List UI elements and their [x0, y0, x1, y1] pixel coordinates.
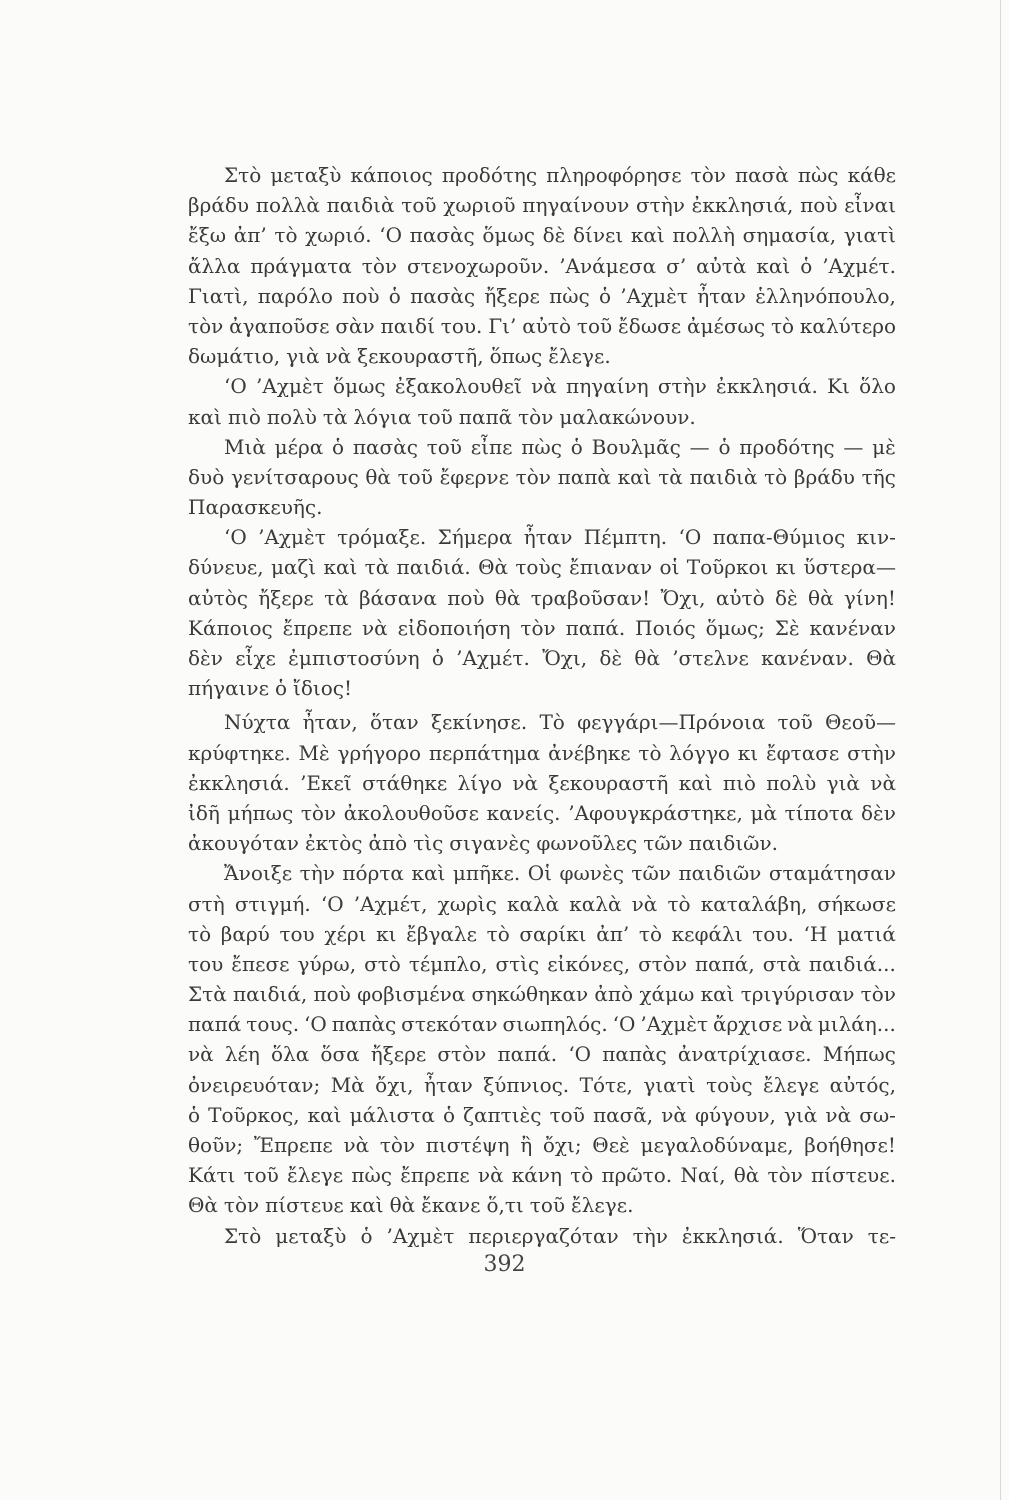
text-line: θοῦν; Ἔπρεπε νὰ τὸν πιστέψη ἢ ὄχι; Θεὲ μεγαλοδύναμε, βοήθησε! [188, 1133, 896, 1157]
text-line: ὀνειρευόταν; Μὰ ὄχι, ἦταν ξύπνιος. Τότε, γιατὶ τοὺς ἔλεγε αὐτός, [188, 1072, 896, 1097]
body-text [188, 160, 896, 1251]
text-line: Ἄνοιξε τὴν πόρτα καὶ μπῆκε. Οἱ φωνὲς τῶν παιδιῶν σταμάτησαν [224, 861, 896, 886]
text-line: Στὰ παιδιά, ποὺ φοβισμένα σηκώθηκαν ἀπὸ χάμω καὶ τριγύρισαν τὸν [188, 982, 896, 1007]
text-line: Κάτι τοῦ ἔλεγε πὼς ἔπρεπε νὰ κάνη τὸ πρῶτο. Ναί, θὰ τὸν πίστευε. [188, 1163, 896, 1188]
text-line: τὸν ἀγαποῦσε σὰν παιδί του. Γι’ αὐτὸ τοῦ ἔδωσε ἀμέσως τὸ καλύτερο [188, 313, 896, 338]
text-line: δωμάτιο, γιὰ νὰ ξεκουραστῆ, ὅπως ἔλεγε. [188, 344, 611, 369]
text-line: ‘Ο ’Αχμὲτ ὅμως ἐξακολουθεῖ νὰ πηγαίνη στὴν ἐκκλησιά. Κι ὅλο [224, 374, 896, 399]
text-line: ‘Ο ’Αχμὲτ τρόμαξε. Σήμερα ἦταν Πέμπτη. ‘Ο παπα-Θύμιος κιν- [224, 525, 896, 550]
page-number: 392 [483, 1252, 526, 1277]
text-line: καὶ πιὸ πολὺ τὰ λόγια τοῦ παπᾶ τὸν μαλακώνουν. [188, 404, 696, 429]
text-line: Κάποιος ἔπρεπε νὰ εἰδοποιήση τὸν παπά. Ποιός ὅμως; Σὲ κανέναν [188, 615, 896, 640]
text-line: Γιατὶ, παρόλο ποὺ ὁ πασὰς ἤξερε πὼς ὁ ’Αχμὲτ ἦταν ἑλληνόπουλο, [188, 283, 896, 308]
text-line: ἐκκλησιά. ’Εκεῖ στάθηκε λίγο νὰ ξεκουραστῆ καὶ πιὸ πολὺ γιὰ νὰ [188, 770, 896, 795]
text-line: Στὸ μεταξὺ ὁ ’Αχμὲτ περιεργαζόταν τὴν ἐκκλησιά. Ὅταν τε- [224, 1223, 896, 1248]
text-line: στὴ στιγμή. ‘Ο ’Αχμέτ, χωρὶς καλὰ καλὰ νὰ τὸ καταλάβη, σήκωσε [188, 891, 896, 916]
text-line: κρύφτηκε. Μὲ γρήγορο περπάτημα ἀνέβηκε τὸ λόγγο κι ἔφτασε στὴν [188, 740, 896, 765]
text-line: δυὸ γενίτσαρους θὰ τοῦ ἔφερνε τὸν παπὰ καὶ τὰ παιδιὰ τὸ βράδυ τῆς [188, 464, 896, 489]
text-line: δὲν εἶχε ἐμπιστοσύνη ὁ ’Αχμέτ. Ὄχι, δὲ θὰ ’στελνε κανέναν. Θὰ [188, 646, 896, 670]
text-line: τὸ βαρύ του χέρι κι ἔβγαλε τὸ σαρίκι ἀπ’ τὸ κεφάλι του. ‘Η ματιά [188, 921, 896, 946]
text-line: Νύχτα ἦταν, ὅταν ξεκίνησε. Τὸ φεγγάρι—Πρόνοια τοῦ Θεοῦ— [224, 710, 896, 735]
text-line: δύνευε, μαζὶ καὶ τὰ παιδιά. Θὰ τοὺς ἔπιαναν οἱ Τοῦρκοι κι ὕστερα— [188, 555, 896, 580]
text-line: ἀκουγόταν ἐκτὸς ἀπὸ τὶς σιγανὲς φωνοῦλες τῶν παιδιῶν. [188, 831, 778, 856]
text-line: Στὸ μεταξὺ κάποιος προδότης πληροφόρησε τὸν πασὰ πὼς κάθε [224, 163, 896, 187]
text-line: νὰ λέη ὅλα ὅσα ἤξερε στὸν παπά. ‘Ο παπὰς ἀνατρίχιασε. Μήπως [188, 1042, 896, 1067]
text-line: βράδυ πολλὰ παιδιὰ τοῦ χωριοῦ πηγαίνουν στὴν ἐκκλησιά, ποὺ εἶναι [188, 193, 896, 218]
text-line: Μιὰ μέρα ὁ πασὰς τοῦ εἶπε πὼς ὁ Βουλμᾶς — ὁ προδότης — μὲ [224, 434, 896, 459]
text-line: ἰδῆ μήπως τὸν ἀκολουθοῦσε κανείς. ’Αφουγκράστηκε, μὰ τίποτα δὲν [188, 800, 896, 825]
text-line: του ἔπεσε γύρω, στὸ τέμπλο, στὶς εἰκόνες, στὸν παπά, στὰ παιδιά... [188, 951, 896, 976]
text-line: αὐτὸς ἤξερε τὰ βάσανα ποὺ θὰ τραβοῦσαν! Ὄχι, αὐτὸ δὲ θὰ γίνη! [188, 585, 896, 610]
text-line: παπά τους. ‘Ο παπὰς στεκόταν σιωπηλός. ‘Ο ’Αχμὲτ ἄρχισε νὰ μιλάη... [188, 1012, 896, 1037]
text-line: πήγαινε ὁ ἴδιος! [188, 676, 353, 701]
text-line: ἄλλα πράγματα τὸν στενοχωροῦν. ’Ανάμεσα σ’ αὐτὰ καὶ ὁ ’Αχμέτ. [188, 253, 896, 278]
text-line: ὁ Τοῦρκος, καὶ μάλιστα ὁ ζαπτιὲς τοῦ πασᾶ, νὰ φύγουν, γιὰ νὰ σω- [188, 1102, 896, 1127]
text-line: Θὰ τὸν πίστευε καὶ θὰ ἔκανε ὅ,τι τοῦ ἔλεγε. [188, 1193, 634, 1218]
text-line: ἔξω ἀπ’ τὸ χωριό. ‘Ο πασὰς ὅμως δὲ δίνει καὶ πολλὴ σημασία, γιατὶ [188, 223, 896, 248]
text-line: Παρασκευῆς. [188, 495, 323, 520]
